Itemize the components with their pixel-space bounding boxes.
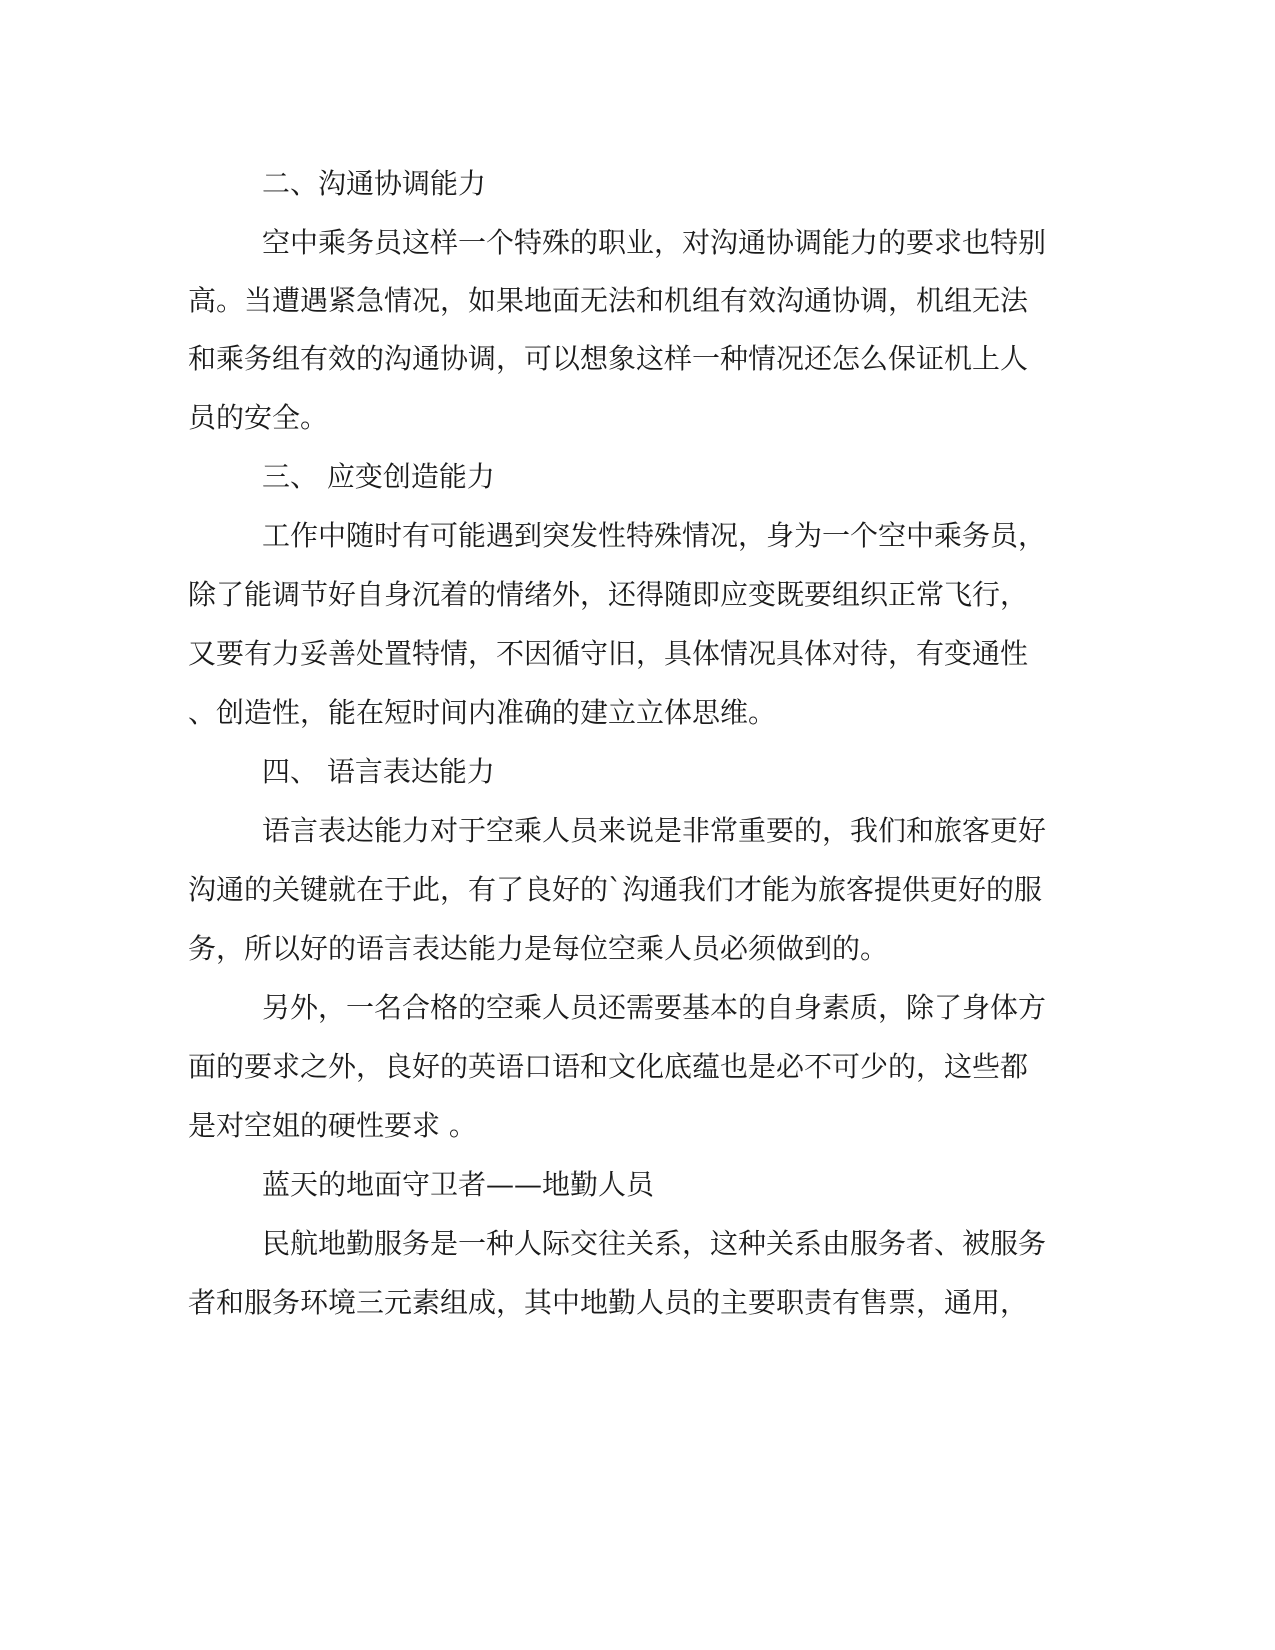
paragraph-line: 除了能调节好自身沉着的情绪外，还得随即应变既要组织正常飞行， bbox=[188, 578, 1029, 611]
section-heading-ground-staff: 蓝天的地面守卫者——地勤人员 bbox=[262, 1168, 655, 1201]
paragraph-line: 空中乘务员这样一个特殊的职业，对沟通协调能力的要求也特别 bbox=[262, 226, 1047, 259]
paragraph-line: 高。当遭遇紧急情况，如果地面无法和机组有效沟通协调，机组无法 bbox=[188, 284, 1029, 317]
paragraph-line: 面的要求之外，良好的英语口语和文化底蕴也是必不可少的，这些都 bbox=[188, 1050, 1029, 1083]
heading-adaptability: 三、 应变创造能力 bbox=[262, 460, 495, 493]
heading-communication: 二、沟通协调能力 bbox=[262, 167, 487, 200]
paragraph-line: 者和服务环境三元素组成，其中地勤人员的主要职责有售票，通用， bbox=[188, 1286, 1029, 1319]
paragraph-line: 是对空姐的硬性要求 。 bbox=[188, 1109, 477, 1142]
heading-language-expression: 四、 语言表达能力 bbox=[262, 755, 495, 788]
paragraph-line: 又要有力妥善处置特情，不因循守旧，具体情况具体对待，有变通性 bbox=[188, 637, 1029, 670]
paragraph-line: 工作中随时有可能遇到突发性特殊情况，身为一个空中乘务员， bbox=[262, 519, 1047, 552]
paragraph-line: 沟通的关键就在于此，有了良好的`沟通我们才能为旅客提供更好的服 bbox=[188, 873, 1043, 906]
paragraph-line: 民航地勤服务是一种人际交往关系，这种关系由服务者、被服务 bbox=[262, 1227, 1047, 1260]
paragraph-line: 另外，一名合格的空乘人员还需要基本的自身素质，除了身体方 bbox=[262, 991, 1047, 1024]
paragraph-line: 务，所以好的语言表达能力是每位空乘人员必须做到的。 bbox=[188, 932, 889, 965]
paragraph-line: 和乘务组有效的沟通协调，可以想象这样一种情况还怎么保证机上人 bbox=[188, 342, 1029, 375]
paragraph-line: 员的安全。 bbox=[188, 401, 329, 434]
paragraph-line: 语言表达能力对于空乘人员来说是非常重要的，我们和旅客更好 bbox=[262, 814, 1047, 847]
paragraph-line: 、创造性，能在短时间内准确的建立立体思维。 bbox=[188, 696, 777, 729]
